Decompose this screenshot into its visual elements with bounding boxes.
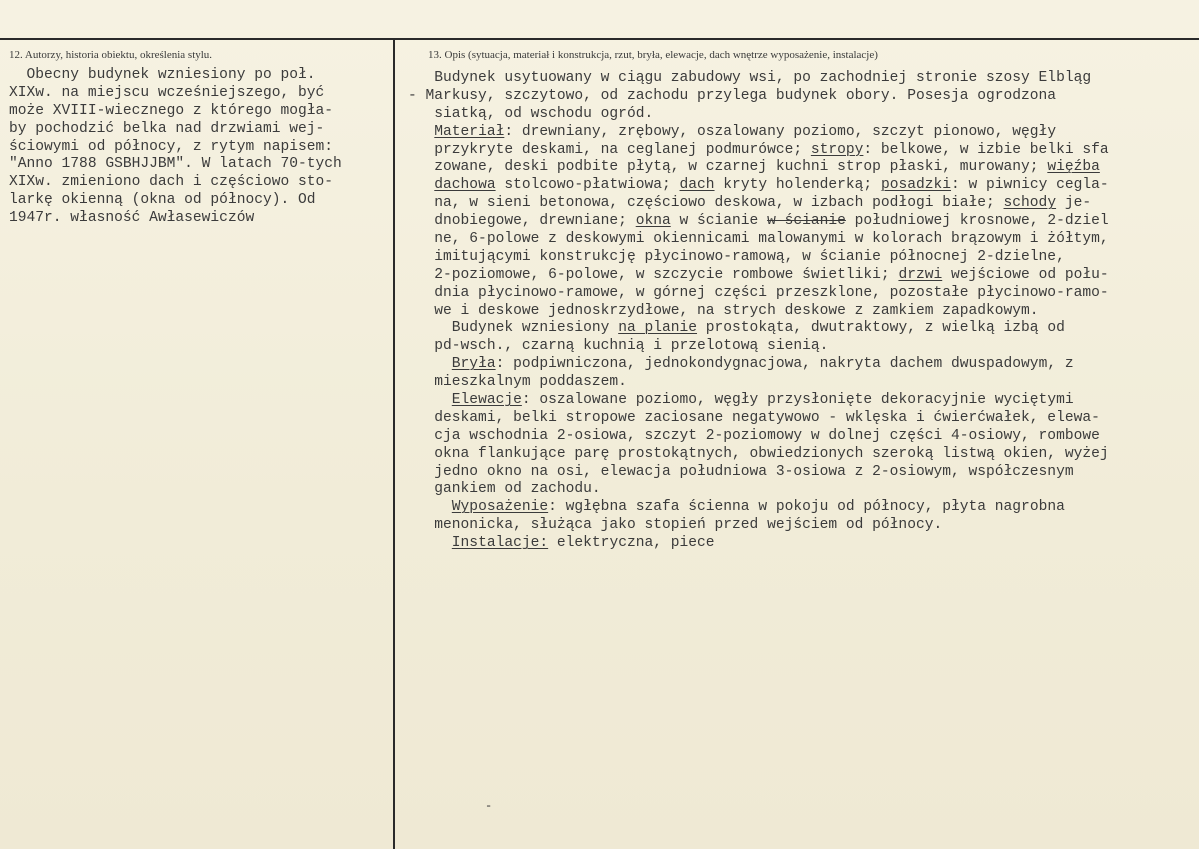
section-13-line (408, 106, 1109, 124)
text-segment: zowane, deski podbite płytą, w czarnej kuchni strop płaski, murowany; (408, 159, 1048, 176)
section-13-line (408, 303, 1109, 321)
underlined-term: Instalacje: (451, 535, 549, 552)
section-13-line (408, 499, 1109, 517)
underlined-term: posadzki (880, 177, 952, 194)
stray-pen-mark: - (485, 799, 493, 813)
underlined-term: Materiał (434, 123, 505, 140)
text-segment: siatką, od wschodu ogród. (408, 105, 654, 122)
section-12-line: Obecny budynek wzniesiony po poł. (9, 67, 316, 83)
text-segment (408, 356, 452, 372)
section-13-line (408, 88, 1109, 106)
section-12-typed-text (9, 67, 342, 228)
text-segment: elektryczna, piece (548, 535, 715, 552)
underlined-term: więźba (1047, 159, 1100, 176)
column-divider (393, 38, 395, 849)
section-12-line: "Anno 1788 GSBHJJBM". W latach 70-tych (9, 156, 342, 173)
section-13-line (408, 124, 1109, 142)
text-segment: południowej krosnowe, 2-dziel (845, 213, 1109, 230)
text-segment (408, 535, 452, 551)
struck-text: w ścianie (767, 213, 846, 230)
text-segment: we i deskowe jednoskrzydłowe, na strych deskowe z zamkiem zapadkowym. (408, 302, 1039, 319)
section-13-line (408, 285, 1109, 303)
section-13-line (408, 159, 1109, 177)
underlined-term: Bryła (451, 356, 496, 373)
section-13-line (408, 535, 1109, 553)
underlined-term: schody (1003, 195, 1057, 212)
text-segment: deskami, belki stropowe zaciosane negatywowo - wklęska i ćwierćwałek, elewa- (408, 409, 1100, 426)
text-segment: pd-wsch., czarną kuchnią i przelotową sienią. (408, 338, 829, 355)
text-segment: prostokąta, dwutraktowy, z wielką izbą od (697, 320, 1065, 337)
section-13-line (408, 177, 1109, 195)
text-segment: - Markusy, szczytowo, od zachodu przylega budynek obory. Posesja ogrodzona (408, 87, 1057, 104)
section-13-line (408, 392, 1109, 410)
section-12-line: 1947r. własność Awłasewiczów (9, 210, 255, 227)
text-segment: wejściowe od połu- (942, 266, 1109, 283)
text-segment: : wgłębna szafa ścienna w pokoju od północy, płyta nagrobna (548, 499, 1065, 516)
text-segment (408, 499, 452, 515)
text-segment: : drewniany, zrębowy, oszalowany poziomo, szczyt pionowo, węgły (504, 123, 1057, 140)
text-segment: dnobiegowe, drewniane; (408, 213, 636, 230)
section-13-line (408, 267, 1109, 285)
text-segment: : oszalowane poziomo, węgły przysłonięte dekoracyjnie wyciętymi (521, 392, 1074, 409)
text-segment: : w piwnicy cegla- (951, 177, 1109, 194)
text-segment: jedno okno na osi, elewacja południowa 3-osiowa z 2-osiowym, współczesnym (408, 463, 1074, 480)
section-13-line (408, 374, 1109, 392)
text-segment: Budynek usytuowany w ciągu zabudowy wsi, po zachodniej stronie szosy Elbląg (408, 70, 1092, 86)
section-13-line (408, 428, 1109, 446)
text-segment: gankiem od zachodu. (408, 481, 601, 498)
section-13-line (408, 142, 1109, 160)
underlined-term: dachowa (434, 177, 496, 194)
underlined-term: stropy (810, 141, 864, 158)
header-divider (0, 38, 1199, 40)
underlined-term: dach (679, 177, 715, 194)
section-13-line (408, 356, 1109, 374)
section-13-line (408, 195, 1109, 213)
section-12-line: XIXw. zmieniono dach i częściowo sto- (9, 174, 334, 191)
section-13-line (408, 446, 1109, 464)
section-13-line (408, 213, 1109, 231)
text-segment: ne, 6-polowe z deskowymi okiennicami malowanymi w kolorach brązowym i żółtym, (408, 231, 1109, 248)
section-13-line (408, 517, 1109, 535)
section-13-heading: 13. Opis (sytuacja, materiał i konstrukcja, rzut, bryła, elewacje, dach wnętrze wyposażenie, instalacje) (428, 49, 878, 61)
underlined-term: okna (635, 213, 671, 230)
text-segment: mieszkalnym poddaszem. (408, 374, 627, 391)
section-13-line (408, 481, 1109, 499)
text-segment: okna flankujące parę prostokątnych, obwiedzionych szeroką listwą okien, wyżej (408, 445, 1109, 462)
text-segment (408, 124, 434, 140)
underlined-term: na planie (618, 320, 698, 337)
section-12-line: ściowymi od północy, z rytym napisem: (9, 138, 334, 155)
section-13-line (408, 410, 1109, 428)
section-12-line: XIXw. na miejscu wcześniejszego, być (9, 84, 325, 101)
section-12-line: może XVIII-wiecznego z którego mogła- (9, 102, 334, 119)
text-segment: przykryte deskami, na ceglanej podmurówce; (408, 141, 811, 158)
text-segment: 2-poziomowe, 6-polowe, w szczycie rombowe świetliki; (408, 266, 899, 283)
text-segment (408, 177, 434, 193)
underlined-term: drzwi (898, 266, 943, 283)
text-segment: imitującymi konstrukcję płycinowo-ramową, w ścianie północnej 2-dzielne, (408, 248, 1065, 265)
text-segment: je- (1056, 195, 1092, 212)
section-13-line (408, 320, 1109, 338)
text-segment: : podpiwniczona, jednokondygnacjowa, nakryta dachem dwuspadowym, z (495, 356, 1074, 373)
text-segment: cja wschodnia 2-osiowa, szczyt 2-poziomowy w dolnej części 4-osiowy, rombowe (408, 427, 1100, 444)
text-segment (408, 392, 452, 408)
text-segment: Budynek wzniesiony (408, 320, 619, 337)
text-segment: : belkowe, w izbie belki sfa (863, 141, 1109, 158)
section-13-line (408, 231, 1109, 249)
text-segment: w ścianie (670, 213, 768, 230)
text-segment: na, w sieni betonowa, częściowo deskowa, w izbach podłogi białe; (408, 195, 1004, 212)
text-segment: kryty holenderką; (714, 177, 881, 194)
section-12-line: larkę okienną (okna od północy). Od (9, 192, 316, 209)
text-segment: dnia płycinowo-ramowe, w górnej części przeszklone, pozostałe płycinowo-ramo- (408, 284, 1109, 301)
section-13-line (408, 70, 1109, 88)
section-13-line (408, 338, 1109, 356)
section-13-typed-text (408, 70, 1109, 553)
section-13-line (408, 249, 1109, 267)
underlined-term: Elewacje (451, 392, 522, 409)
section-12-line: by pochodzić belka nad drzwiami wej- (9, 120, 325, 137)
underlined-term: Wyposażenie (451, 499, 549, 516)
section-13-line (408, 464, 1109, 482)
text-segment: stolcowo-płatwiowa; (495, 177, 680, 194)
text-segment: menonicka, służąca jako stopień przed wejściem od północy. (408, 517, 943, 534)
section-12-heading: 12. Autorzy, historia obiektu, określenia stylu. (9, 49, 213, 61)
